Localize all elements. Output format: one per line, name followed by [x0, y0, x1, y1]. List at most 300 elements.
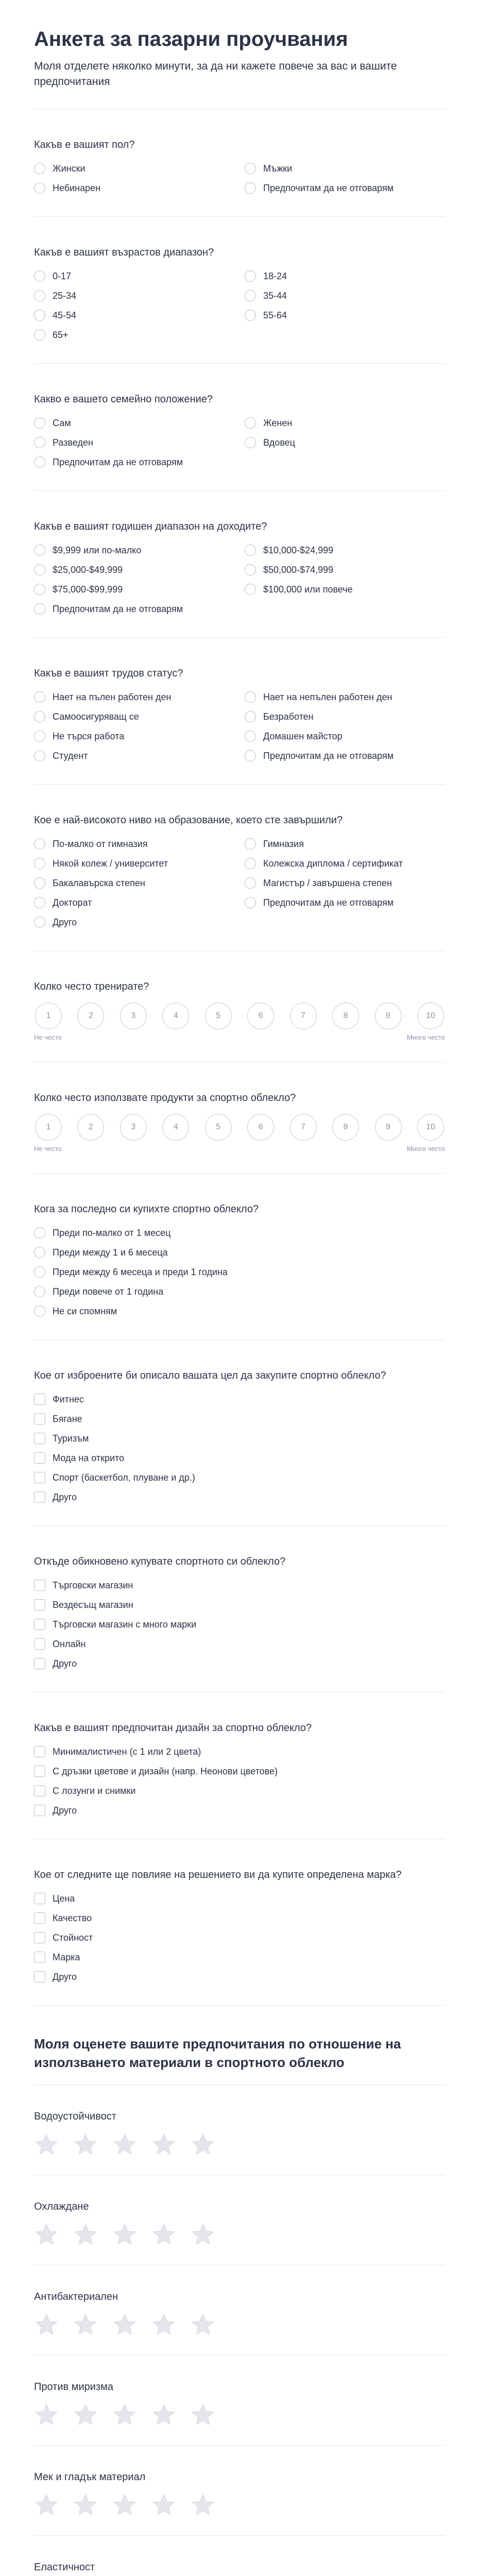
last-purchase-option[interactable]	[34, 1264, 445, 1280]
checkbox[interactable]	[34, 1599, 45, 1611]
radio-button[interactable]	[245, 290, 256, 301]
employment-option[interactable]	[34, 689, 234, 705]
purpose-option[interactable]	[34, 1431, 445, 1446]
checkbox[interactable]	[34, 1971, 45, 1982]
scale-option[interactable]: 7	[290, 1003, 317, 1029]
question-marital-status	[34, 364, 445, 491]
radio-button[interactable]	[34, 750, 45, 761]
question-label: Колко често използвате продукти за спортно облекло?	[34, 1092, 296, 1104]
option-label: Небинарен	[53, 182, 101, 193]
location-option[interactable]	[34, 1597, 445, 1613]
radio-button[interactable]	[245, 858, 256, 869]
option-label: Не си спомням	[53, 1306, 117, 1316]
scale-max-label: Много често	[406, 1033, 445, 1041]
factor-option[interactable]	[34, 1930, 445, 1945]
option-label: С лозунги и снимки	[53, 1785, 136, 1796]
star-icon[interactable]	[151, 2403, 176, 2427]
radio-button[interactable]	[34, 838, 45, 850]
option-label: Вдовец	[263, 437, 295, 448]
scale-min-label: Не често	[34, 1144, 62, 1153]
option-label: Друго	[53, 1805, 77, 1816]
gender-option-list	[34, 161, 445, 196]
education-option[interactable]	[245, 836, 445, 852]
option-label: Преди повече от 1 година	[53, 1286, 164, 1297]
education-option[interactable]	[34, 875, 234, 891]
checkbox[interactable]	[34, 1452, 45, 1464]
option-label: Не търся работа	[53, 731, 125, 741]
radio-button[interactable]	[245, 310, 256, 321]
design-option[interactable]	[34, 1783, 445, 1799]
option-label: Бягане	[53, 1413, 82, 1424]
radio-button[interactable]	[34, 1306, 45, 1317]
employment-option[interactable]	[34, 748, 234, 764]
age-option[interactable]	[34, 288, 234, 303]
option-label: Разведен	[53, 437, 93, 448]
gender-option[interactable]	[245, 180, 445, 196]
star-icon[interactable]	[34, 2132, 59, 2156]
age-option[interactable]	[245, 308, 445, 323]
option-label: Предпочитам да не отговарям	[53, 603, 183, 614]
option-label: Сам	[53, 417, 71, 428]
income-option[interactable]	[34, 582, 234, 597]
scale-option[interactable]: 8	[332, 1003, 359, 1029]
radio-button[interactable]	[34, 290, 45, 301]
star-icon[interactable]	[34, 2223, 59, 2246]
radio-button[interactable]	[34, 731, 45, 742]
scale-option[interactable]: 5	[205, 1114, 232, 1141]
star-icon[interactable]	[112, 2403, 137, 2427]
radio-button[interactable]	[245, 750, 256, 761]
employment-option[interactable]	[245, 689, 445, 705]
option-label: Предпочитам да не отговарям	[263, 750, 394, 761]
radio-button[interactable]	[34, 1286, 45, 1297]
checkbox[interactable]	[34, 1492, 45, 1503]
question-label: Какъв е вашият трудов статус?	[34, 667, 183, 679]
option-label: $100,000 или повече	[263, 584, 353, 595]
income-option[interactable]	[245, 562, 445, 578]
checkbox[interactable]	[34, 1952, 45, 1963]
star-icon[interactable]	[191, 2313, 215, 2336]
checkbox[interactable]	[34, 1619, 45, 1630]
radio-button[interactable]	[34, 417, 45, 429]
option-label: $75,000-$99,999	[53, 584, 123, 595]
option-label: Преди по-малко от 1 месец	[53, 1227, 171, 1238]
option-label: Студент	[53, 750, 88, 761]
purpose-option[interactable]	[34, 1450, 445, 1466]
option-label: Женен	[263, 417, 293, 428]
education-option-list	[34, 836, 445, 930]
scale-option[interactable]: 4	[162, 1003, 189, 1029]
design-option[interactable]	[34, 1803, 445, 1818]
question-label: Кога за последно си купихте спортно облекло?	[34, 1203, 259, 1215]
option-label: $25,000-$49,999	[53, 564, 123, 575]
star-icon[interactable]	[34, 2493, 59, 2517]
location-option[interactable]	[34, 1617, 445, 1632]
option-label: Търговски магазин с много марки	[53, 1619, 197, 1630]
education-option[interactable]	[34, 914, 234, 930]
radio-button[interactable]	[245, 691, 256, 703]
radio-button[interactable]	[34, 877, 45, 889]
radio-button[interactable]	[34, 858, 45, 869]
option-label: Преди между 6 месеца и преди 1 година	[53, 1266, 228, 1277]
form-title: Анкета за пазарни проучвания	[34, 28, 348, 50]
checkbox[interactable]	[34, 1785, 45, 1797]
radio-button[interactable]	[245, 731, 256, 742]
checkbox[interactable]	[34, 1580, 45, 1591]
option-label: Нает на непълен работен ден	[263, 691, 392, 702]
question-label: Еластичност	[34, 2561, 95, 2573]
checkbox[interactable]	[34, 1394, 45, 1405]
option-label: Минималистичен (с 1 или 2 цвета)	[53, 1746, 201, 1757]
rating-question	[34, 2446, 445, 2536]
radio-button[interactable]	[245, 838, 256, 850]
scale-option[interactable]: 2	[77, 1003, 104, 1029]
checkbox[interactable]	[34, 1638, 45, 1650]
radio-button[interactable]	[34, 1227, 45, 1239]
option-label: 55-64	[263, 310, 287, 320]
rating-question	[34, 2085, 445, 2175]
star-icon[interactable]	[191, 2132, 215, 2156]
question-purchase-purpose	[34, 1340, 445, 1526]
option-label: Колежска диплома / сертификат	[263, 858, 403, 869]
option-label: Безработен	[263, 711, 314, 722]
option-label: Самоосигуряващ се	[53, 711, 139, 722]
marital-option[interactable]	[245, 435, 445, 450]
star-icon[interactable]	[112, 2132, 137, 2156]
radio-button[interactable]	[34, 691, 45, 703]
radio-button[interactable]	[245, 163, 256, 174]
option-label: 18-24	[263, 270, 287, 281]
option-label: Нает на пълен работен ден	[53, 691, 172, 702]
option-label: Вездесъщ магазин	[53, 1599, 133, 1610]
marital-option[interactable]	[245, 415, 445, 431]
scale-option[interactable]: 7	[290, 1114, 317, 1141]
checkbox[interactable]	[34, 1746, 45, 1757]
star-icon[interactable]	[112, 2493, 137, 2517]
radio-button[interactable]	[34, 564, 45, 575]
question-label: Какъв е вашият възрастов диапазон?	[34, 246, 214, 258]
purpose-option[interactable]	[34, 1489, 445, 1505]
radio-button[interactable]	[245, 897, 256, 908]
scale-min-label: Не често	[34, 1033, 62, 1041]
checkbox[interactable]	[34, 1912, 45, 1924]
star-icon[interactable]	[73, 2493, 98, 2517]
question-usage-frequency	[34, 1062, 445, 1174]
education-option[interactable]	[245, 856, 445, 871]
star-icon[interactable]	[151, 2223, 176, 2246]
purpose-option-list	[34, 1392, 445, 1505]
checkbox[interactable]	[34, 1658, 45, 1669]
question-brand-factors	[34, 1839, 445, 2006]
question-label: Охлаждане	[34, 2200, 89, 2212]
age-option[interactable]	[245, 268, 445, 284]
radio-button[interactable]	[245, 182, 256, 194]
radio-button[interactable]	[245, 270, 256, 282]
star-icon[interactable]	[112, 2223, 137, 2246]
option-label: 45-54	[53, 310, 77, 320]
checkbox[interactable]	[34, 1433, 45, 1444]
star-rating	[34, 2403, 445, 2427]
radio-button[interactable]	[34, 897, 45, 908]
scale-option[interactable]: 4	[162, 1114, 189, 1141]
section-title: Моля оценете вашите предпочитания по отношение на използването материали в спортното облекло	[34, 2036, 401, 2071]
design-option[interactable]	[34, 1744, 445, 1759]
radio-button[interactable]	[245, 545, 256, 556]
income-option[interactable]	[34, 562, 234, 578]
option-label: С дръзки цветове и дизайн (напр. Неонови цветове)	[53, 1766, 278, 1776]
checkbox[interactable]	[34, 1766, 45, 1777]
factor-option[interactable]	[34, 1910, 445, 1926]
option-label: 35-44	[263, 290, 287, 301]
scale-option[interactable]: 6	[247, 1003, 274, 1029]
option-label: Цена	[53, 1893, 75, 1904]
scale-option[interactable]: 5	[205, 1003, 232, 1029]
scale-option-list	[34, 1114, 445, 1141]
star-icon[interactable]	[151, 2132, 176, 2156]
scale-option[interactable]: 1	[35, 1003, 62, 1029]
option-label: Спорт (баскетбол, плуване и др.)	[53, 1472, 195, 1483]
radio-button[interactable]	[245, 417, 256, 429]
option-label: 65+	[53, 329, 69, 340]
employment-option[interactable]	[245, 709, 445, 724]
rating-question	[34, 2355, 445, 2446]
scale-option-list	[34, 1003, 445, 1029]
purpose-option[interactable]	[34, 1470, 445, 1485]
factor-option[interactable]	[34, 1891, 445, 1906]
radio-button[interactable]	[34, 711, 45, 722]
design-option[interactable]	[34, 1764, 445, 1779]
location-option[interactable]	[34, 1656, 445, 1671]
education-option[interactable]	[245, 895, 445, 910]
question-label: Колко често тренирате?	[34, 980, 149, 992]
checkbox[interactable]	[34, 1413, 45, 1425]
star-rating	[34, 2493, 445, 2517]
location-option[interactable]	[34, 1636, 445, 1652]
option-label: Жински	[53, 163, 85, 174]
radio-button[interactable]	[34, 545, 45, 556]
option-label: Друго	[53, 917, 77, 927]
factor-option[interactable]	[34, 1950, 445, 1965]
last-purchase-option-list	[34, 1225, 445, 1319]
question-label: Против миризма	[34, 2381, 113, 2393]
scale-option[interactable]: 3	[120, 1003, 147, 1029]
checkbox[interactable]	[34, 1472, 45, 1483]
option-label: Някой колеж / университет	[53, 858, 168, 869]
education-option[interactable]	[34, 856, 234, 871]
employment-option-list	[34, 689, 445, 764]
scale-option[interactable]: 9	[375, 1114, 402, 1141]
star-icon[interactable]	[34, 2313, 59, 2336]
radio-button[interactable]	[34, 917, 45, 928]
radio-button[interactable]	[34, 182, 45, 194]
radio-button[interactable]	[34, 456, 45, 468]
employment-option[interactable]	[245, 728, 445, 744]
question-label: Какъв е вашият годишен диапазон на доходите?	[34, 520, 267, 532]
last-purchase-option[interactable]	[34, 1303, 445, 1319]
star-icon[interactable]	[191, 2493, 215, 2517]
option-label: $9,999 или по-малко	[53, 545, 142, 555]
last-purchase-option[interactable]	[34, 1245, 445, 1260]
option-label: Друго	[53, 1971, 77, 1982]
marital-option-list	[34, 415, 445, 470]
radio-button[interactable]	[34, 270, 45, 282]
question-label: Водоустойчивост	[34, 2110, 116, 2122]
checkbox[interactable]	[34, 1893, 45, 1904]
option-label: По-малко от гимназия	[53, 838, 148, 849]
scale-option[interactable]: 6	[247, 1114, 274, 1141]
radio-button[interactable]	[245, 877, 256, 889]
question-label: Какъв е вашият предпочитан дизайн за спортно облекло?	[34, 1722, 312, 1734]
option-label: $10,000-$24,999	[263, 545, 334, 555]
scale-option[interactable]: 1	[35, 1114, 62, 1141]
star-icon[interactable]	[151, 2313, 176, 2336]
income-option-list	[34, 543, 445, 617]
education-option[interactable]	[245, 875, 445, 891]
radio-button[interactable]	[34, 1266, 45, 1278]
age-option[interactable]	[34, 308, 234, 323]
radio-button[interactable]	[34, 310, 45, 321]
star-icon[interactable]	[112, 2313, 137, 2336]
form-header	[34, 0, 445, 109]
star-icon[interactable]	[73, 2313, 98, 2336]
last-purchase-option[interactable]	[34, 1225, 445, 1241]
age-option-list	[34, 268, 445, 343]
option-label: Търговски магазин	[53, 1580, 133, 1590]
design-option-list	[34, 1744, 445, 1818]
rating-question	[34, 2536, 445, 2576]
option-label: Преди между 1 и 6 месеца	[53, 1247, 168, 1258]
marital-option[interactable]	[34, 454, 234, 470]
option-label: Магистър / завършена степен	[263, 877, 392, 888]
question-last-purchase	[34, 1174, 445, 1340]
factor-option[interactable]	[34, 1969, 445, 1985]
option-label: Марка	[53, 1952, 80, 1962]
materials-ratings	[34, 2085, 445, 2576]
star-rating	[34, 2313, 445, 2336]
purpose-option[interactable]	[34, 1411, 445, 1427]
option-label: Друго	[53, 1492, 77, 1502]
scale-option[interactable]: 10	[417, 1003, 444, 1029]
question-age	[34, 217, 445, 364]
gender-option[interactable]	[34, 161, 234, 176]
checkbox[interactable]	[34, 1805, 45, 1816]
age-option[interactable]	[34, 268, 234, 284]
scale-option[interactable]: 9	[375, 1003, 402, 1029]
location-option[interactable]	[34, 1578, 445, 1593]
education-option[interactable]	[34, 895, 234, 910]
age-option[interactable]	[245, 288, 445, 303]
star-icon[interactable]	[34, 2403, 59, 2427]
option-label: 0-17	[53, 270, 72, 281]
option-label: Домашен майстор	[263, 731, 343, 741]
checkbox[interactable]	[34, 1932, 45, 1943]
factor-option-list	[34, 1891, 445, 1985]
materials-section-heading	[34, 2006, 445, 2085]
question-training-frequency	[34, 951, 445, 1062]
question-income	[34, 491, 445, 638]
employment-option[interactable]	[34, 709, 234, 724]
option-label: Докторат	[53, 897, 92, 908]
option-label: Друго	[53, 1658, 77, 1669]
option-label: Качество	[53, 1912, 92, 1923]
star-icon[interactable]	[191, 2223, 215, 2246]
option-label: Онлайн	[53, 1638, 86, 1649]
option-label: Туризъм	[53, 1433, 89, 1444]
star-icon[interactable]	[73, 2403, 98, 2427]
scale-option[interactable]: 3	[120, 1114, 147, 1141]
radio-button[interactable]	[245, 711, 256, 722]
education-option[interactable]	[34, 836, 234, 852]
scale-option[interactable]: 10	[417, 1114, 444, 1141]
question-label: Кое е най-високото ниво на образование, което сте завършили?	[34, 814, 343, 826]
income-option[interactable]	[245, 582, 445, 597]
scale-option[interactable]: 8	[332, 1114, 359, 1141]
scale-max-label: Много често	[406, 1144, 445, 1153]
radio-button[interactable]	[245, 437, 256, 448]
radio-button[interactable]	[245, 584, 256, 595]
gender-option[interactable]	[34, 180, 234, 196]
option-label: Предпочитам да не отговарям	[53, 456, 183, 467]
scale-option[interactable]: 2	[77, 1114, 104, 1141]
question-label: Мек и гладък материал	[34, 2471, 146, 2483]
form-subtitle: Моля отделете няколко минути, за да ни кажете повече за вас и вашите предпочитания	[34, 60, 397, 88]
star-icon[interactable]	[73, 2223, 98, 2246]
age-option[interactable]	[34, 327, 234, 343]
radio-button[interactable]	[34, 1247, 45, 1258]
marital-option[interactable]	[34, 435, 234, 450]
option-label: Фитнес	[53, 1394, 84, 1404]
purpose-option[interactable]	[34, 1392, 445, 1407]
radio-button[interactable]	[34, 329, 45, 341]
option-label: Стойност	[53, 1932, 93, 1943]
radio-button[interactable]	[34, 603, 45, 615]
income-option[interactable]	[34, 601, 234, 617]
employment-option[interactable]	[34, 728, 234, 744]
location-option-list	[34, 1578, 445, 1671]
radio-button[interactable]	[245, 564, 256, 575]
question-education	[34, 785, 445, 951]
question-label: Кое от следните ще повлияе на решението ви да купите определена марка?	[34, 1869, 402, 1880]
star-rating	[34, 2132, 445, 2156]
star-icon[interactable]	[73, 2132, 98, 2156]
rating-question	[34, 2265, 445, 2355]
question-label: Откъде обикновено купувате спортното си облекло?	[34, 1555, 286, 1567]
income-option[interactable]	[245, 543, 445, 558]
gender-option[interactable]	[245, 161, 445, 176]
radio-button[interactable]	[34, 437, 45, 448]
rating-question	[34, 2175, 445, 2265]
employment-option[interactable]	[245, 748, 445, 764]
option-label: Мъжки	[263, 163, 293, 174]
marital-option[interactable]	[34, 415, 234, 431]
option-label: $50,000-$74,999	[263, 564, 334, 575]
question-label: Кое от изброените би описало вашата цел да закупите спортно облекло?	[34, 1369, 386, 1381]
radio-button[interactable]	[34, 163, 45, 174]
question-label: Какво е вашето семейно положение?	[34, 393, 213, 405]
question-purchase-location	[34, 1526, 445, 1692]
star-icon[interactable]	[151, 2493, 176, 2517]
scale-labels	[34, 1145, 445, 1153]
option-label: Мода на открито	[53, 1452, 125, 1463]
question-label: Антибактериален	[34, 2291, 118, 2302]
question-employment	[34, 638, 445, 785]
radio-button[interactable]	[34, 584, 45, 595]
question-preferred-design	[34, 1692, 445, 1839]
option-label: Предпочитам да не отговарям	[263, 897, 394, 908]
income-option[interactable]	[34, 543, 234, 558]
star-icon[interactable]	[191, 2403, 215, 2427]
last-purchase-option[interactable]	[34, 1284, 445, 1299]
